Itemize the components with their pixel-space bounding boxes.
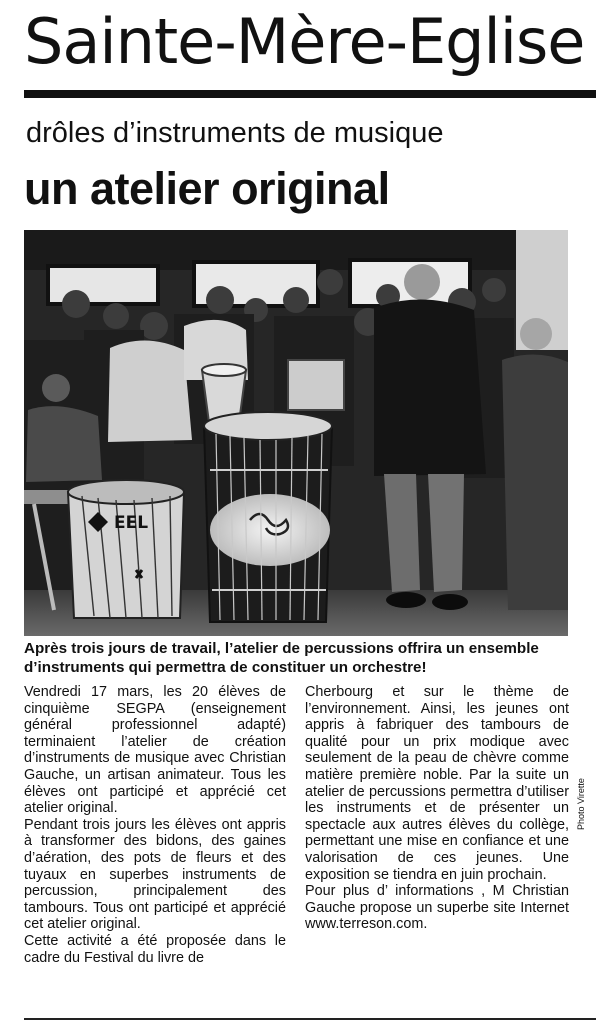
bottom-rule [24, 1018, 596, 1020]
body-paragraph: Cherbourg et sur le thème de l’environnement. Ainsi, les jeunes ont appris à fabriquer des tambours de qualité pour un prix modique avec seulement de la peau de chèvre comme matière première noble. Par la suite un atelier de percussions permettra d’utiliser les instruments et de présenter un spectacle aux autres élèves du collège, permettant une mise en confiance et une valorisation de ces jeunes. Une exposition se tiendra en juin prochain. [305, 684, 569, 883]
body-paragraph: Pendant trois jours les élèves ont appris à transformer des bidons, des gaines d’aération, des pots de fleurs et des tuyaux en superbes instruments de percussion, principalement des tambours. Tous ont participé et apprécié cet atelier original. [24, 816, 286, 933]
masthead-rule [24, 90, 596, 98]
photo-caption: Après trois jours de travail, l’atelier de percussions offrira un ensemble d’instruments qui permettra de constituer un orchestre! [24, 640, 539, 676]
article-column-left [24, 684, 286, 966]
kicker: drôles d’instruments de musique [26, 117, 444, 149]
headline: un atelier original [24, 163, 390, 214]
photo-illustration [24, 230, 568, 636]
body-paragraph: Cette activité a été proposée dans le cadre du Festival du livre de [24, 932, 286, 966]
drum-marking: EEL [114, 513, 149, 533]
body-paragraph: Vendredi 17 mars, les 20 élèves de cinquième SEGPA (enseignement général professionnel adapté) terminaient l’atelier de création d’instruments de musique avec Christian Gauche, un artisan animateur. Tous les élèves ont participé et apprécié cet atelier original. [24, 684, 286, 817]
masthead: Sainte-Mère-Eglise [24, 5, 585, 78]
photo-credit: Photo Virette [576, 778, 586, 830]
body-paragraph: Pour plus d’ informations , M Christian Gauche propose un superbe site Internet www.terreson.com. [305, 883, 569, 933]
article-column-right [305, 684, 569, 933]
